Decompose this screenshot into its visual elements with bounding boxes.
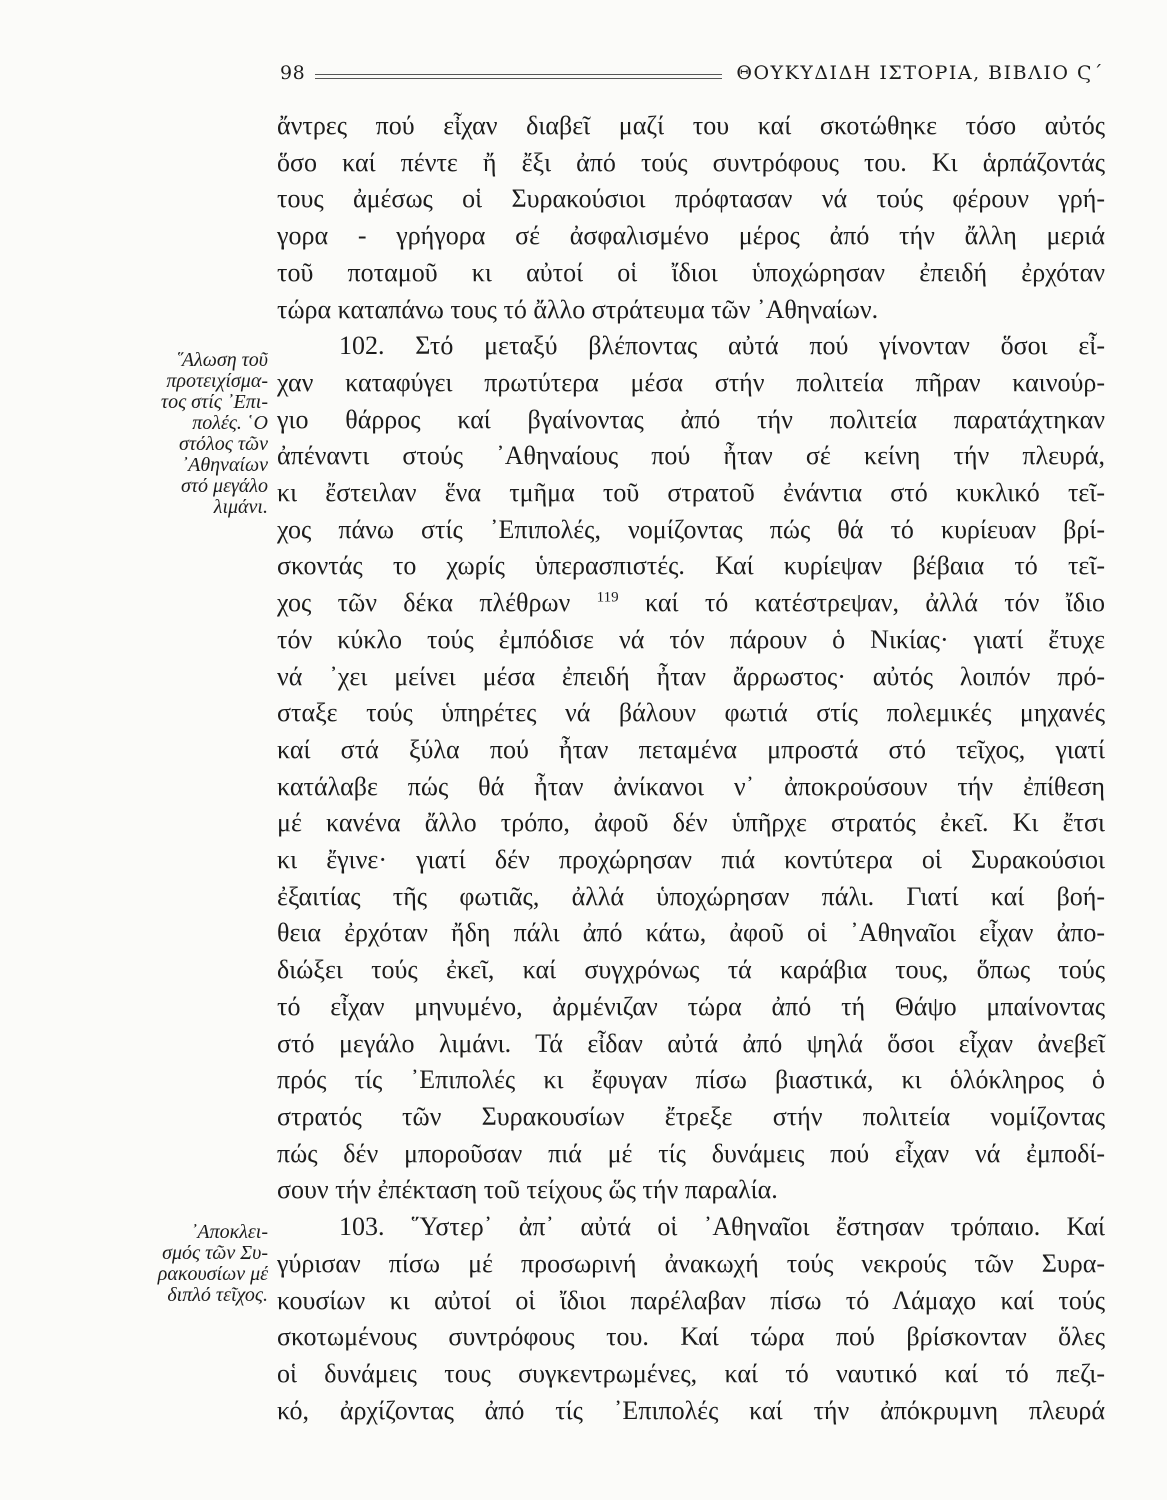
text-line: καί στά ξύλα πού ἦταν πεταμένα μπροστά στό τεῖχος, γιατί [277,734,1105,764]
text-line: τόν κύκλο τούς ἐμπόδισε νά τόν πάρουν ὁ Νικίας· γιατί ἔτυχε [277,624,1105,654]
margin-note-double-wall [92,1222,268,1306]
text-line-with-footnote [277,585,1105,622]
text-line: πώς δέν μποροῦσαν πιά μέ τίς δυνάμεις πού εἶχαν νά ἐμποδί- [277,1138,1105,1168]
text-line: σκοντάς το χωρίς ὑπερασπιστές. Καί κυρίεψαν βέβαια τό τεῖ- [277,551,1105,581]
margin-note-line: ῞Αλωση τοῦ [175,349,268,371]
paragraph-start-103: 103. ῞Υστερ᾿ ἀπ᾿ αὐτά οἱ ᾿Αθηναῖοι ἔστησαν τρόπαιο. Καί [339,1212,1105,1242]
text-line: ἀπέναντι στούς ᾿Αθηναίους πού ἦταν σέ κείνη τήν πλευρά, [277,441,1105,471]
text-line: οἱ δυνάμεις τους συγκεντρωμένες, καί τό ναυτικό καί τό πεζι- [277,1358,1105,1388]
text-line: κό, ἀρχίζοντας ἀπό τίς ᾿Επιπολές καί τήν ἀπόκρυμνη πλευρά [277,1395,1105,1425]
text-line: ὅσο καί πέντε ἤ ἔξι ἀπό τούς συντρόφους του. Κι ἁρπάζοντάς [277,147,1105,177]
text-line: κι ἔγινε· γιατί δέν προχώρησαν πιά κοντύτερα οἱ Συρακούσιοι [277,845,1105,875]
text-line: γύρισαν πίσω μέ προσωρινή ἀνακωχή τούς νεκρούς τῶν Συρα- [277,1248,1105,1278]
margin-note-line: διπλό τεῖχος. [167,1284,268,1306]
text-line: ἄντρες πού εἶχαν διαβεῖ μαζί του καί σκοτώθηκε τόσο αὐτός [277,111,1105,140]
footnote-ref: 119 [596,589,619,606]
text-line: κουσίων κι αὐτοί οἱ ἴδιοι παρέλαβαν πίσω τό Λάμαχο καί τούς [277,1285,1105,1315]
text-line: νά ᾿χει μείνει μέσα ἐπειδή ἦταν ἄρρωστος· αὐτός λοιπόν πρό- [277,661,1105,691]
text-line: κι ἔστειλαν ἕνα τμῆμα τοῦ στρατοῦ ἐνάντια στό κυκλικό τεῖ- [277,478,1105,508]
text-line: σουν τήν ἐπέκταση τοῦ τείχους ὥς τήν παραλία. [277,1175,778,1205]
text-line: τό εἶχαν μηνυμένο, ἀρμένιζαν τώρα ἀπό τή Θάψο μπαίνοντας [277,991,1105,1021]
text-line: γορα - γρήγορα σέ ἀσφαλισμένο μέρος ἀπό τήν ἄλλη μεριά [277,221,1105,251]
margin-note-capture-of-outwork [92,350,268,518]
text-line: χος πάνω στίς ᾿Επιπολές, νομίζοντας πώς θά τό κυρίευαν βρί- [277,514,1105,544]
header-rule [315,74,722,79]
text-line: στό μεγάλο λιμάνι. Τά εἶδαν αὐτά ἀπό ψηλά ὅσοι εἶχαν ἀνεβεῖ [277,1028,1105,1058]
margin-note-line: προτειχίσμα- [166,370,268,392]
text-line: τους ἀμέσως οἱ Συρακούσιοι πρόφτασαν νά τούς φέρουν γρή- [277,184,1105,214]
margin-note-line: στό μεγάλο [181,475,268,497]
text-line: πρός τίς ᾿Επιπολές κι ἔφυγαν πίσω βιαστικά, κι ὁλόκληρος ὁ [277,1065,1105,1095]
text-line: ἐξαιτίας τῆς φωτιᾶς, ἀλλά ὑποχώρησαν πάλι. Γιατί καί βοή- [277,881,1105,911]
running-title: ΘΟΥΚΥΔΙΔΗ ΙΣΤΟΡΙΑ, ΒΙΒΛΙΟ Ϛ΄ [736,62,1104,84]
text-line: μέ κανένα ἄλλο τρόπο, ἀφοῦ δέν ὑπῆρχε στρατός ἐκεῖ. Κι ἔτσι [277,808,1105,838]
margin-note-line: λιμάνι. [213,496,268,518]
text-line: τώρα καταπάνω τους τό ἄλλο στράτευμα τῶν ᾿Αθηναίων. [277,294,879,324]
text-segment: χος τῶν δέκα πλέθρων [277,588,571,618]
page-number: 98 [280,62,306,84]
text-line: θεια ἐρχόταν ἤδη πάλι ἀπό κάτω, ἀφοῦ οἱ ᾿Αθηναῖοι εἶχαν ἀπο- [277,918,1105,948]
text-segment: καί τό κατέστρεψαν, ἀλλά τόν ἴδιο [645,588,1106,618]
text-line: κατάλαβε πώς θά ἦταν ἀνίκανοι ν᾿ ἀποκρούσουν τήν ἐπίθεση [277,771,1105,801]
running-header [280,58,1104,88]
margin-note-line: ᾿Αποκλει- [190,1221,268,1243]
text-line: σκοτωμένους συντρόφους του. Καί τώρα πού βρίσκονταν ὅλες [277,1322,1105,1352]
margin-note-line: σμός τῶν Συ- [162,1242,268,1264]
paragraph-start-102: 102. Στό μεταξύ βλέποντας αὐτά πού γίνονταν ὅσοι εἶ- [339,331,1105,361]
text-line: σταξε τούς ὑπηρέτες νά βάλουν φωτιά στίς πολεμικές μηχανές [277,698,1105,728]
margin-note-line: τος στίς ᾿Επι- [160,391,268,413]
margin-note-line: ρακουσίων μέ [157,1263,268,1285]
text-line: στρατός τῶν Συρακουσίων ἔτρεξε στήν πολιτεία νομίζοντας [277,1101,1105,1131]
margin-note-line: πολές. ῾Ο [192,412,268,434]
text-line: χαν καταφύγει πρωτύτερα μέσα στήν πολιτεία πῆραν καινούρ- [277,367,1105,397]
margin-note-line: στόλος τῶν [179,433,268,455]
margin-note-line: ᾿Αθηναίων [181,454,268,476]
text-line: διώξει τούς ἐκεῖ, καί συγχρόνως τά καράβια τους, ὅπως τούς [277,955,1105,985]
body-text [277,108,1105,1429]
text-line: γιο θάρρος καί βγαίνοντας ἀπό τήν πολιτεία παρατάχτηκαν [277,404,1105,434]
text-line: τοῦ ποταμοῦ κι αὐτοί οἱ ἴδιοι ὑποχώρησαν ἐπειδή ἐρχόταν [277,257,1105,287]
